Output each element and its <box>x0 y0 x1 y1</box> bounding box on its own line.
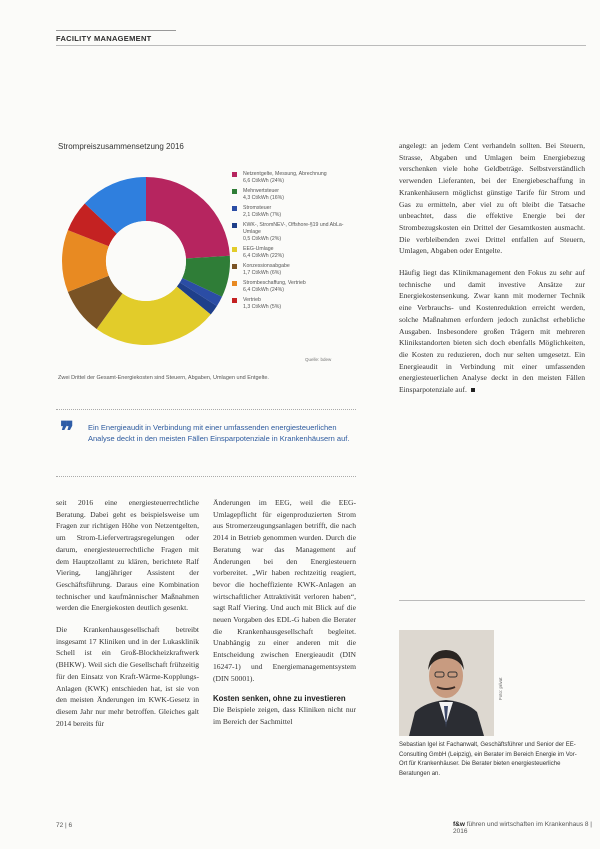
legend-value: 6,4 Ct/kWh (22%) <box>243 253 284 259</box>
pull-quote-text: Ein Energieaudit in Verbindung mit einer umfassenden energiesteuerlichen Analyse deckt in den meisten Fällen Einsparpotenziale in Krankenhäusern auf. <box>88 423 350 443</box>
legend-label: Konzessionsabgabe <box>243 263 290 269</box>
legend-label: EEG-Umlage <box>243 246 274 252</box>
legend-swatch <box>232 206 237 211</box>
legend-label: Vertrieb <box>243 297 261 303</box>
header-rule <box>56 45 586 46</box>
paragraph: Änderungen im EEG, weil die EEG-Umlagepflicht für eigenproduzierten Strom aus Stromerzeugungsanlagen betrifft, die nach 2014 in Betrieb genommen wurden. Durch die Beratung war das Management auf Änderungen bei den Energiesteuern vorbereitet. „Wir haben rechtzeitig reagiert, bevor die hocheffiziente KWK-Anlagen an wirtschaftlicher Attraktivität verloren haben“, sagt Ralf Viering. Und auch mit Blick auf die neuen Vorgaben des EDL-G haben die Berater die Krankenhausgesellschaft begleitet. Unabhängig zu einer anderen mit die Entscheidung zwischen Energieaudit (DIN 16247-1) und Energiemanagementsystem (DIN 50001). <box>213 498 356 683</box>
legend-label: Mehrwertsteuer <box>243 188 280 194</box>
chart-source: Quelle: bdew <box>305 357 332 362</box>
legend-item <box>232 246 352 260</box>
legend-value: 0,5 Ct/kWh (2%) <box>243 236 282 242</box>
column-middle <box>213 497 356 738</box>
header-rule-top <box>56 30 176 31</box>
chart-legend <box>232 171 352 314</box>
legend-item <box>232 171 352 185</box>
legend-label: KWK-, StromNEV-, Offshore-§19 und AbLa-Umlage <box>243 222 344 235</box>
legend-value: 1,3 Ct/kWh (5%) <box>243 304 282 310</box>
paragraph: Die Krankenhausgesellschaft betreibt insgesamt 17 Kliniken und in der Lukasklinik Schell ist ein Groß-Blockheizkraftwerk (BHKW). Weil sich die Gesellschaft frühzeitig für den Einsatz von Kraft-Wärme-Kopplungs-Anlagen (KWK) entschieden hat, ist sie von den meisten Änderungen im KWK-Gesetz in diesem Jahr nur mehr betroffen. Gleiches galt 2014 bereits für <box>56 625 199 728</box>
photo-credit: Foto: privat <box>498 677 503 700</box>
legend-label: Stromsteuer <box>243 205 272 211</box>
legend-value: 4,3 Ct/kWh (16%) <box>243 195 284 201</box>
portrait-image <box>399 630 494 736</box>
legend-item <box>232 263 352 277</box>
column-left <box>56 497 199 739</box>
legend-label: Netzentgelte, Messung, Abrechnung <box>243 171 327 177</box>
subheading: Kosten senken, ohne zu investieren <box>213 694 346 704</box>
author-photo <box>399 630 494 736</box>
legend-value: 2,1 Ct/kWh (7%) <box>243 212 282 218</box>
photo-rule <box>399 600 585 601</box>
end-mark-icon <box>471 388 475 392</box>
pull-quote <box>56 409 356 477</box>
legend-item <box>232 222 352 243</box>
column-right <box>399 140 585 406</box>
paragraph: Häufig liegt das Klinikmanagement den Fokus zu sehr auf technische und damit investive Ansätze zur Energiekostensenkung. Zwar kann mit moderner Technik eine Verbrauchs- und Kostenreduktion erreicht werden, solche Maßnahmen erfordern jedoch zunächst erhebliche Ausgaben. Insbesondere großen Trägern mit mehreren Klinikstandorten bieten sich doch ebenfalls Möglichkeiten, die Kosten zu reduzieren, doch nur selten umgesetzt. Ein Energieaudit in Verbindung mit einer umfassenden energiesteuerlichen Analyse deckt in den meisten Fällen Einsparpotenziale auf. <box>399 268 585 395</box>
paragraph: seit 2016 eine energiesteuerrechtliche Beratung. Dabei geht es beispielsweise um Fragen zur richtigen Höhe von Netzentgelten, um Strom-Liefervertragsregelungen oder darum, energiesteuerrechtliche Fragen mit dem Hauptzollamt zu klären, berichtete Ralf Viering, langjähriger Assistent der Geschäftsführung. Daraus eine Kombination technischer und kaufmännischer Maßnahmen werden die Energiekosten deutlich gesenkt. <box>56 498 199 613</box>
legend-swatch <box>232 264 237 269</box>
legend-item <box>232 188 352 202</box>
paragraph: Die Beispiele zeigen, dass Kliniken nicht nur im Bereich der Sachmittel <box>213 705 356 726</box>
legend-swatch <box>232 223 237 228</box>
legend-swatch <box>232 281 237 286</box>
legend-item <box>232 280 352 294</box>
chart-caption: Zwei Drittel der Gesamt-Energiekosten sind Steuern, Abgaben, Umlagen und Entgelte. <box>58 375 269 381</box>
chart-title: Strompreiszusammensetzung 2016 <box>58 142 184 151</box>
section-label: FACILITY MANAGEMENT <box>56 34 152 43</box>
legend-swatch <box>232 247 237 252</box>
legend-value: 6,6 Ct/kWh (24%) <box>243 178 284 184</box>
legend-swatch <box>232 189 237 194</box>
legend-swatch <box>232 172 237 177</box>
legend-swatch <box>232 298 237 303</box>
page-number: 72 | 6 <box>56 822 73 829</box>
legend-value: 1,7 Ct/kWh (6%) <box>243 270 282 276</box>
legend-value: 6,4 Ct/kWh (24%) <box>243 287 284 293</box>
donut-hole <box>106 221 186 301</box>
legend-item <box>232 205 352 219</box>
photo-caption: Sebastian Igel ist Fachanwalt, Geschäftsführer und Senior der EE-Consulting GmbH (Leipzig), ein Berater im Bereich Energie im Vor-Ort für Krankenhäuser. Die Berater bieten energiesteuerliche Beratungen an. <box>399 742 577 777</box>
quote-mark-icon: ❞ <box>60 416 74 446</box>
legend-item <box>232 297 352 311</box>
publication-footer: f&w führen und wirtschaften im Krankenhaus 8 | 2016 <box>453 821 592 835</box>
pie-chart <box>56 157 236 352</box>
paragraph: angelegt: an jedem Cent verhandeln sollten. Bei Steuern, Strasse, Abgaben und Umlagen beim Energiebezug verschenken viele hohe Geldbeträge. Selbstverständlich verwenden Lieferanten, bei der Energiebeschaffung in Krankenhäusern möglichst günstige Tarife für Strom und Gas zu ermitteln, aber viel zu oft bleibt die Tatsache unbeachtet, dass die effektive Energie bei der Strombezugskosten ein Drittel der Gesamtkosten ausmacht. Die verbleibenden zwei Drittel entfallen auf Steuern, Umlagen, Abgaben oder Entgelte. <box>399 141 585 256</box>
legend-label: Strombeschaffung, Vertrieb <box>243 280 306 286</box>
